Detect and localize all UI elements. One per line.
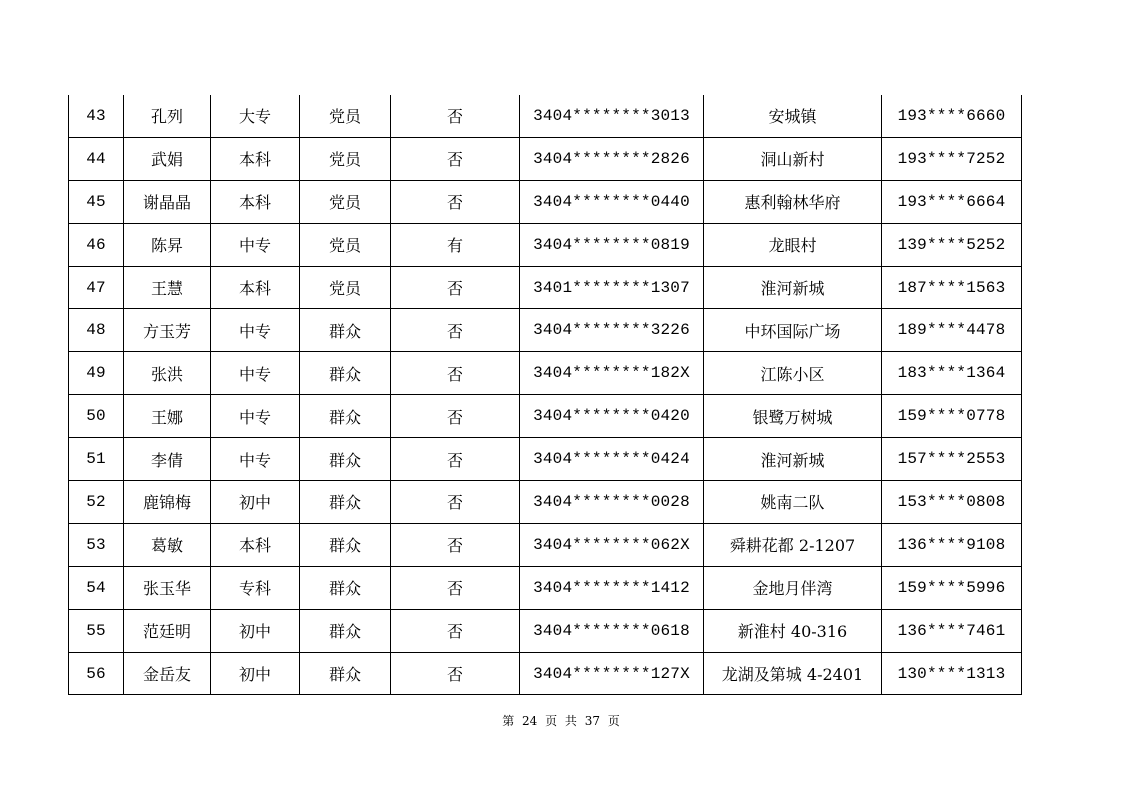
cell-political-status: 党员 xyxy=(300,223,391,266)
table-row xyxy=(69,223,1022,266)
cell-number: 51 xyxy=(69,438,124,481)
cell-name: 武娟 xyxy=(124,137,211,180)
cell-name: 方玉芳 xyxy=(124,309,211,352)
cell-political-status: 群众 xyxy=(300,438,391,481)
roster-body xyxy=(69,95,1022,695)
cell-phone: 130****1313 xyxy=(882,652,1022,695)
cell-name: 谢晶晶 xyxy=(124,180,211,223)
cell-id-number: 3401********1307 xyxy=(520,266,704,309)
cell-address: 中环国际广场 xyxy=(704,309,882,352)
table-row xyxy=(69,652,1022,695)
cell-education: 本科 xyxy=(211,180,300,223)
cell-number: 44 xyxy=(69,137,124,180)
cell-address: 安城镇 xyxy=(704,95,882,137)
cell-flag: 否 xyxy=(391,566,520,609)
cell-political-status: 群众 xyxy=(300,523,391,566)
cell-education: 大专 xyxy=(211,95,300,137)
cell-phone: 139****5252 xyxy=(882,223,1022,266)
cell-address: 新淮村 40-316 xyxy=(704,609,882,652)
cell-id-number: 3404********0440 xyxy=(520,180,704,223)
cell-education: 初中 xyxy=(211,609,300,652)
cell-phone: 193****6660 xyxy=(882,95,1022,137)
table-row xyxy=(69,180,1022,223)
cell-number: 54 xyxy=(69,566,124,609)
cell-flag: 否 xyxy=(391,652,520,695)
cell-address: 舜耕花都 2-1207 xyxy=(704,523,882,566)
cell-address: 银鹭万树城 xyxy=(704,395,882,438)
cell-education: 初中 xyxy=(211,481,300,524)
cell-political-status: 群众 xyxy=(300,395,391,438)
cell-id-number: 3404********0028 xyxy=(520,481,704,524)
cell-political-status: 群众 xyxy=(300,481,391,524)
cell-education: 本科 xyxy=(211,266,300,309)
cell-education: 中专 xyxy=(211,395,300,438)
cell-political-status: 群众 xyxy=(300,309,391,352)
table-row xyxy=(69,95,1022,137)
cell-id-number: 3404********3013 xyxy=(520,95,704,137)
cell-flag: 有 xyxy=(391,223,520,266)
cell-number: 49 xyxy=(69,352,124,395)
cell-political-status: 群众 xyxy=(300,652,391,695)
table-row xyxy=(69,137,1022,180)
cell-political-status: 党员 xyxy=(300,95,391,137)
cell-education: 专科 xyxy=(211,566,300,609)
cell-phone: 159****0778 xyxy=(882,395,1022,438)
cell-political-status: 党员 xyxy=(300,180,391,223)
cell-name: 张玉华 xyxy=(124,566,211,609)
cell-education: 初中 xyxy=(211,652,300,695)
cell-address: 龙眼村 xyxy=(704,223,882,266)
cell-flag: 否 xyxy=(391,395,520,438)
cell-phone: 193****7252 xyxy=(882,137,1022,180)
cell-id-number: 3404********2826 xyxy=(520,137,704,180)
cell-political-status: 群众 xyxy=(300,352,391,395)
table-row xyxy=(69,523,1022,566)
cell-phone: 136****9108 xyxy=(882,523,1022,566)
cell-number: 45 xyxy=(69,180,124,223)
cell-id-number: 3404********127X xyxy=(520,652,704,695)
table-row xyxy=(69,309,1022,352)
cell-number: 52 xyxy=(69,481,124,524)
cell-number: 43 xyxy=(69,95,124,137)
cell-address: 惠利翰林华府 xyxy=(704,180,882,223)
cell-phone: 183****1364 xyxy=(882,352,1022,395)
cell-number: 46 xyxy=(69,223,124,266)
cell-education: 中专 xyxy=(211,309,300,352)
cell-flag: 否 xyxy=(391,609,520,652)
cell-id-number: 3404********0618 xyxy=(520,609,704,652)
roster-table xyxy=(68,95,1022,695)
cell-number: 48 xyxy=(69,309,124,352)
cell-phone: 159****5996 xyxy=(882,566,1022,609)
cell-political-status: 党员 xyxy=(300,266,391,309)
table-row xyxy=(69,266,1022,309)
cell-phone: 157****2553 xyxy=(882,438,1022,481)
cell-phone: 153****0808 xyxy=(882,481,1022,524)
cell-education: 中专 xyxy=(211,352,300,395)
cell-name: 王慧 xyxy=(124,266,211,309)
cell-political-status: 群众 xyxy=(300,566,391,609)
cell-education: 本科 xyxy=(211,137,300,180)
cell-number: 55 xyxy=(69,609,124,652)
cell-name: 金岳友 xyxy=(124,652,211,695)
table-row xyxy=(69,481,1022,524)
page-footer: 第 24 页 共 37 页 xyxy=(502,714,620,728)
cell-name: 张洪 xyxy=(124,352,211,395)
cell-political-status: 群众 xyxy=(300,609,391,652)
cell-name: 王娜 xyxy=(124,395,211,438)
table-row xyxy=(69,566,1022,609)
cell-address: 淮河新城 xyxy=(704,266,882,309)
cell-education: 本科 xyxy=(211,523,300,566)
cell-id-number: 3404********062X xyxy=(520,523,704,566)
cell-id-number: 3404********3226 xyxy=(520,309,704,352)
cell-name: 葛敏 xyxy=(124,523,211,566)
cell-education: 中专 xyxy=(211,223,300,266)
table-row xyxy=(69,609,1022,652)
cell-flag: 否 xyxy=(391,523,520,566)
cell-address: 金地月伴湾 xyxy=(704,566,882,609)
cell-flag: 否 xyxy=(391,438,520,481)
cell-number: 56 xyxy=(69,652,124,695)
cell-phone: 187****1563 xyxy=(882,266,1022,309)
cell-flag: 否 xyxy=(391,266,520,309)
cell-name: 鹿锦梅 xyxy=(124,481,211,524)
cell-id-number: 3404********0420 xyxy=(520,395,704,438)
cell-id-number: 3404********1412 xyxy=(520,566,704,609)
cell-address: 姚南二队 xyxy=(704,481,882,524)
cell-phone: 193****6664 xyxy=(882,180,1022,223)
cell-number: 47 xyxy=(69,266,124,309)
cell-flag: 否 xyxy=(391,137,520,180)
cell-number: 53 xyxy=(69,523,124,566)
table-row xyxy=(69,438,1022,481)
cell-education: 中专 xyxy=(211,438,300,481)
cell-address: 洞山新村 xyxy=(704,137,882,180)
cell-flag: 否 xyxy=(391,481,520,524)
cell-political-status: 党员 xyxy=(300,137,391,180)
cell-address: 淮河新城 xyxy=(704,438,882,481)
table-row xyxy=(69,352,1022,395)
cell-phone: 136****7461 xyxy=(882,609,1022,652)
cell-address: 龙湖及第城 4-2401 xyxy=(704,652,882,695)
cell-number: 50 xyxy=(69,395,124,438)
cell-name: 李倩 xyxy=(124,438,211,481)
cell-address: 江陈小区 xyxy=(704,352,882,395)
cell-flag: 否 xyxy=(391,309,520,352)
cell-id-number: 3404********0819 xyxy=(520,223,704,266)
table-row xyxy=(69,395,1022,438)
cell-name: 范廷明 xyxy=(124,609,211,652)
cell-flag: 否 xyxy=(391,180,520,223)
cell-id-number: 3404********0424 xyxy=(520,438,704,481)
cell-name: 陈昇 xyxy=(124,223,211,266)
cell-flag: 否 xyxy=(391,95,520,137)
cell-phone: 189****4478 xyxy=(882,309,1022,352)
cell-name: 孔列 xyxy=(124,95,211,137)
cell-flag: 否 xyxy=(391,352,520,395)
cell-id-number: 3404********182X xyxy=(520,352,704,395)
